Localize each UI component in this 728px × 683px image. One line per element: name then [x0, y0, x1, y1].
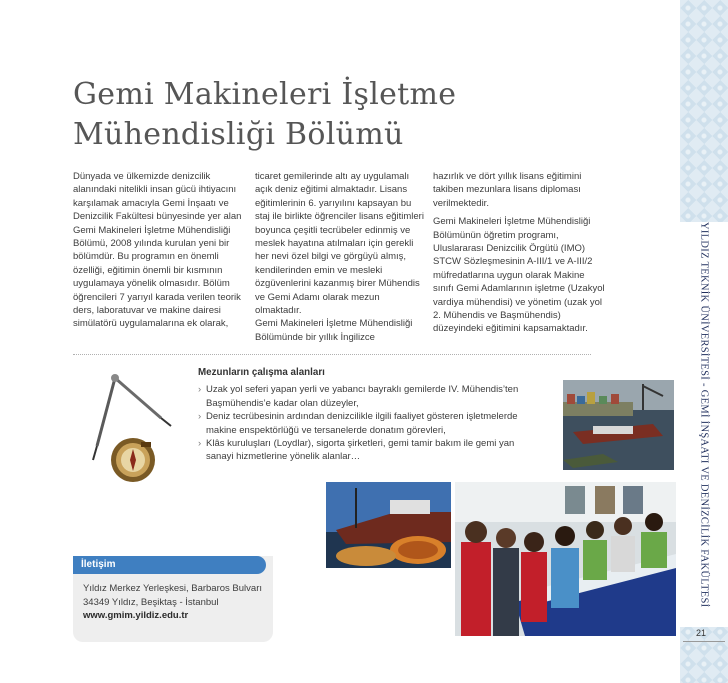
contact-heading-bar	[73, 556, 266, 574]
section-divider	[73, 354, 591, 355]
side-label	[680, 222, 728, 627]
body-paragraph: ticaret gemilerinde altı ay uygulamalı açık deniz eğitimi almaktadır. Lisans eğitimlerinin 6. yarıyılını kapsayan bu staj ile birlikte öğrenciler lisans eğitimleri boyunca çeşitli tecrübeler edinmiş ve meslek hayatına atılmaları için gerekli her nevi özel bilgi ve görgüyü almış, kendilerinden emin ve mesleki özgüvenlerini kazanmış birer Mühendis ve Gemi Adamı olarak mezun olmaktadır.	[255, 171, 424, 317]
body-paragraph: hazırlık ve dört yıllık lisans eğitimini takiben mezunlara lisans diploması verilmektedir.	[433, 171, 582, 209]
port-photo	[563, 380, 674, 470]
side-label-text: YILDIZ TEKNİK ÜNİVERSİTESİ - GEMİ İNŞAATI VE DENİZCİLİK FAKÜLTESİ	[698, 222, 710, 608]
contact-heading: İletişim	[81, 559, 116, 570]
students-photo	[455, 482, 676, 636]
work-areas-heading: Mezunların çalışma alanları	[198, 367, 325, 378]
ship-photo	[326, 482, 451, 568]
body-column-3	[433, 170, 605, 336]
body-column-2	[255, 170, 425, 344]
list-item: › Uzak yol seferi yapan yerli ve yabancı bayraklı gemilerde IV. Mühendis’ten Başmühendis’e kadar olan düzeyler,	[198, 383, 528, 410]
body-paragraph: Dünyada ve ülkemizde denizcilik alanındaki nitelikli insan gücü ihtiyacını karşılamak amacıyla Gemi İnşaatı ve Denizcilik Fakültesi bünyesinde yer alan Gemi Makineleri İşletme Mühendisliği Bölümü, 2008 yılında kurulan yeni bir bölümdür. Bu programın en önemli özelliği, eğitimin önemli bir kısmının uygulamaya yönelik olmasıdır. Bölüm öğrencileri 7 yarıyıl karada verilen teorik ders, laboratuvar ve makine dairesi simülatörü uygulamalarına ek olarak,	[73, 171, 242, 330]
page-title	[73, 75, 456, 155]
contact-address-line-1: Yıldız Merkez Yerleşkesi, Barbaros Bulvarı	[83, 583, 262, 594]
contact-address-line-2: 34349 Yıldız, Beşiktaş - İstanbul	[83, 596, 219, 608]
page-title-line-1: Gemi Makineleri İşletme	[73, 77, 457, 112]
graduate-work-areas	[198, 366, 528, 464]
body-column-1	[73, 170, 243, 331]
contact-details	[83, 582, 268, 623]
contact-website-link[interactable]: www.gmim.yildiz.edu.tr	[83, 610, 189, 621]
work-areas-list	[198, 383, 528, 463]
page-number: 21	[696, 628, 707, 638]
body-paragraph: Gemi Makineleri İşletme Mühendisliği Bölümünün öğretim programı, Uluslararası Denizcilik Örgütü (IMO) STCW Sözleşmesinin A-III/1 ve A-III/2 müfredatlarına uygun olarak Makine sınıfı Gemi Adamlarının işletme (Uzakyol vardiya mühendisi) ve yönetim (uzak yol 2. Mühendis ve Başmühendis) düzeyindeki eğitimini kapsamaktadır.	[433, 216, 605, 335]
page-number-rule	[683, 641, 725, 642]
list-item: › Deniz tecrübesinin ardından denizcilikle ilgili faaliyet gösteren işletmelerde makine enspektörlüğü ve tersanelerde donatım görevleri,	[198, 410, 528, 437]
list-item: › Klâs kuruluşları (Loydlar), sigorta şirketleri, gemi tamir bakım ile gemi yan sanayi hizmetlerine yönelik alanlar…	[198, 437, 528, 464]
compass-icon	[75, 368, 187, 486]
body-paragraph: Gemi Makineleri İşletme Mühendisliği Bölümünde bir yıllık İngilizce	[255, 318, 413, 343]
page-title-line-2: Mühendisliği Bölümü	[73, 117, 404, 152]
